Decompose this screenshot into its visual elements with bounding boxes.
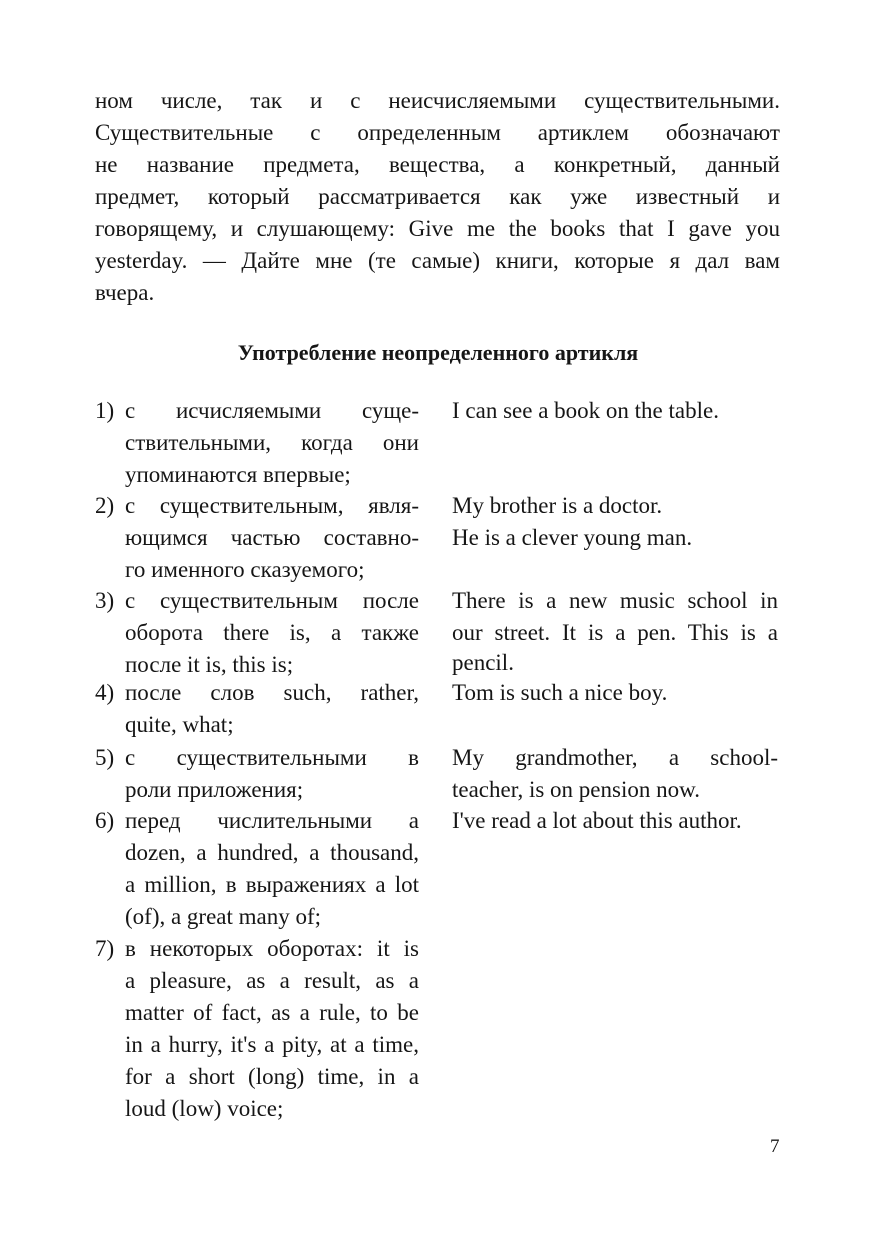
example-line: I can see a book on the table. xyxy=(452,398,719,423)
list-item-line: quite, what; xyxy=(125,712,234,737)
list-item-line: (of), a great many of; xyxy=(125,904,322,929)
list-item-line: с существительным после xyxy=(125,588,419,613)
example-line: teacher, is on pension now. xyxy=(452,777,700,802)
paragraph-line: Существительные с определенным артиклем обозначают xyxy=(95,120,780,145)
paragraph-line: предмет, который рассматривается как уже известный и xyxy=(95,184,780,209)
example-line: He is a clever young man. xyxy=(452,525,693,550)
paragraph-line: не название предмета, вещества, а конкретный, данный xyxy=(95,152,780,177)
list-item-line: in a hurry, it's a pity, at a time, xyxy=(125,1032,419,1057)
example-line: My grandmother, a school- xyxy=(452,745,778,770)
example-line: Tom is such a nice boy. xyxy=(452,680,668,705)
list-item-line: го именного сказуемого; xyxy=(125,557,365,582)
list-item-line: упоминаются впервые; xyxy=(125,462,351,487)
example-line: pencil. xyxy=(452,650,514,675)
list-item-line: с исчисляемыми суще- xyxy=(125,398,419,423)
list-item-number: 2) xyxy=(95,493,115,518)
list-item-line: matter of fact, as a rule, to be xyxy=(125,1000,419,1025)
list-item-number: 6) xyxy=(95,808,115,833)
list-item-line: a pleasure, as a result, as a xyxy=(125,968,419,993)
list-item-number: 1) xyxy=(95,398,115,423)
list-item-line: ствительными, когда они xyxy=(125,430,419,455)
list-item-line: dozen, a hundred, a thousand, xyxy=(125,840,419,865)
section-heading: Употребление неопределенного артикля xyxy=(237,340,639,365)
list-item-line: после it is, this is; xyxy=(125,652,294,677)
example-line: our street. It is a pen. This is a xyxy=(452,620,778,645)
paragraph-line: ном числе, так и с неисчисляемыми существительными. xyxy=(95,88,780,113)
list-item-line: loud (low) voice; xyxy=(125,1096,284,1121)
paragraph-line: говорящему, и слушающему: Give me the books that I gave you xyxy=(95,216,780,241)
paragraph-line: вчера. xyxy=(95,280,155,305)
list-item-number: 5) xyxy=(95,745,115,770)
list-item-number: 3) xyxy=(95,588,115,613)
list-item-line: a million, в выражениях a lot xyxy=(125,872,419,897)
list-item-number: 4) xyxy=(95,680,115,705)
example-line: I've read a lot about this author. xyxy=(452,808,742,833)
page-number: 7 xyxy=(770,1136,780,1157)
example-line: There is a new music school in xyxy=(452,588,778,613)
paragraph-line: yesterday. — Дайте мне (те самые) книги, которые я дал вам xyxy=(95,248,780,273)
list-item-line: с существительным, явля- xyxy=(125,493,419,518)
list-item-line: после слов such, rather, xyxy=(125,680,419,705)
example-line: My brother is a doctor. xyxy=(452,493,663,518)
list-item-line: оборота there is, а также xyxy=(125,620,419,645)
list-item-line: в некоторых оборотах: it is xyxy=(125,936,419,961)
list-item-number: 7) xyxy=(95,936,115,961)
list-item-line: перед числительными a xyxy=(125,808,419,833)
list-item-line: for a short (long) time, in a xyxy=(125,1064,419,1089)
list-item-line: роли приложения; xyxy=(125,777,304,802)
list-item-line: с существительными в xyxy=(125,745,419,770)
list-item-line: ющимся частью составно- xyxy=(125,525,419,550)
